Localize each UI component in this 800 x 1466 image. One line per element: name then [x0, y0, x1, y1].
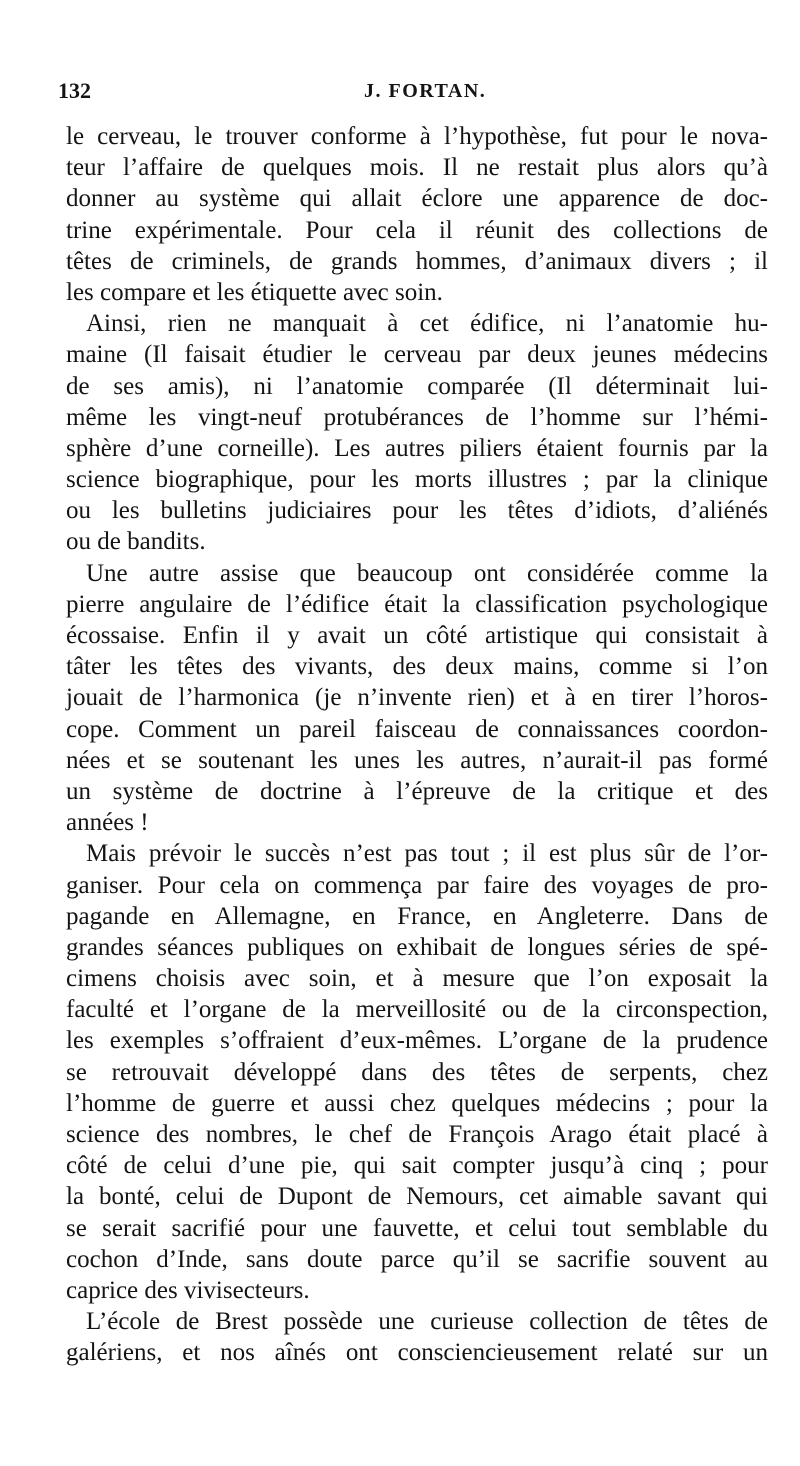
text-line: même les vingt-neuf protubérances de l’homme sur l’hémi- — [66, 403, 768, 431]
running-title: J. FORTAN. — [364, 80, 487, 102]
page-number: 132 — [58, 78, 91, 103]
text-line: côté de celui d’une pie, qui sait compter jusqu’à cinq ; pour — [66, 1152, 768, 1180]
running-head — [58, 78, 760, 108]
text-line: tâter les têtes des vivants, des deux mains, comme si l’on — [66, 653, 768, 681]
text-line: le cerveau, le trouver conforme à l’hypothèse, fut pour le nova- — [66, 123, 768, 150]
text-line: pagande en Allemagne, en France, en Angleterre. Dans de — [66, 902, 768, 930]
text-line: les exemples s’offraient d’eux-mêmes. L’organe de la prudence — [66, 1027, 768, 1055]
text-line: têtes de criminels, de grands hommes, d’animaux divers ; il — [66, 247, 768, 275]
text-line: science biographique, pour les morts illustres ; par la clinique — [66, 466, 768, 494]
text-line: cope. Comment un pareil faisceau de connaissances coordon- — [66, 715, 768, 743]
text-line: la bonté, celui de Dupont de Nemours, cet aimable savant qui — [66, 1183, 768, 1211]
text-line: ou les bulletins judiciaires pour les têtes d’idiots, d’aliénés — [66, 497, 768, 525]
text-line: Mais prévoir le succès n’est pas tout ; il est plus sûr de l’or- — [86, 840, 768, 868]
text-line: de ses amis), ni l’anatomie comparée (Il déterminait lui- — [66, 372, 768, 400]
text-line: l’homme de guerre et aussi chez quelques médecins ; pour la — [66, 1089, 768, 1117]
text-line: nées et se soutenant les unes les autres, n’aurait-il pas formé — [66, 746, 768, 774]
text-line: cochon d’Inde, sans doute parce qu’il se sacrifie souvent au — [66, 1245, 768, 1273]
text-line: se serait sacrifié pour une fauvette, et celui tout semblable du — [66, 1214, 768, 1242]
text-line: sphère d’une corneille). Les autres piliers étaient fournis par la — [66, 434, 768, 462]
text-line: galériens, et nos aînés ont consciencieusement relaté sur un — [66, 1339, 768, 1367]
text-line: science des nombres, le chef de François Arago était placé à — [66, 1121, 768, 1148]
text-line: L’école de Brest possède une curieuse collection de têtes de — [86, 1308, 768, 1336]
text-line: se retrouvait développé dans des têtes de serpents, chez — [66, 1058, 768, 1086]
text-line: grandes séances publiques on exhibait de longues séries de spé- — [66, 933, 768, 961]
text-line: teur l’affaire de quelques mois. Il ne restait plus alors qu’à — [66, 154, 768, 182]
text-line: pierre angulaire de l’édifice était la classification psychologique — [66, 590, 768, 618]
text-line: Ainsi, rien ne manquait à cet édifice, ni l’anatomie hu- — [86, 310, 768, 338]
text-line: caprice des vivisecteurs. — [66, 1276, 310, 1304]
text-line: ou de bandits. — [66, 528, 206, 556]
text-line: maine (Il faisait étudier le cerveau par deux jeunes médecins — [66, 341, 768, 369]
text-line: un système de doctrine à l’épreuve de la critique et des — [66, 777, 768, 805]
text-line: années ! — [66, 809, 149, 837]
text-line: cimens choisis avec soin, et à mesure que l’on exposait la — [66, 965, 768, 993]
text-line: Une autre assise que beaucoup ont considérée comme la — [86, 559, 768, 587]
text-line: faculté et l’organe de la merveillosité ou de la circonspection, — [66, 996, 768, 1024]
body-text — [66, 121, 768, 1369]
text-line: écossaise. Enfin il y avait un côté artistique qui consistait à — [66, 622, 768, 649]
text-line: les compare et les étiquette avec soin. — [66, 278, 443, 306]
text-line: jouait de l’harmonica (je n’invente rien) et à en tirer l’horos- — [66, 684, 768, 712]
text-line: ganiser. Pour cela on commença par faire des voyages de pro- — [66, 871, 768, 899]
text-line: trine expérimentale. Pour cela il réunit des collections de — [66, 216, 768, 244]
text-line: donner au système qui allait éclore une apparence de doc- — [66, 185, 768, 213]
